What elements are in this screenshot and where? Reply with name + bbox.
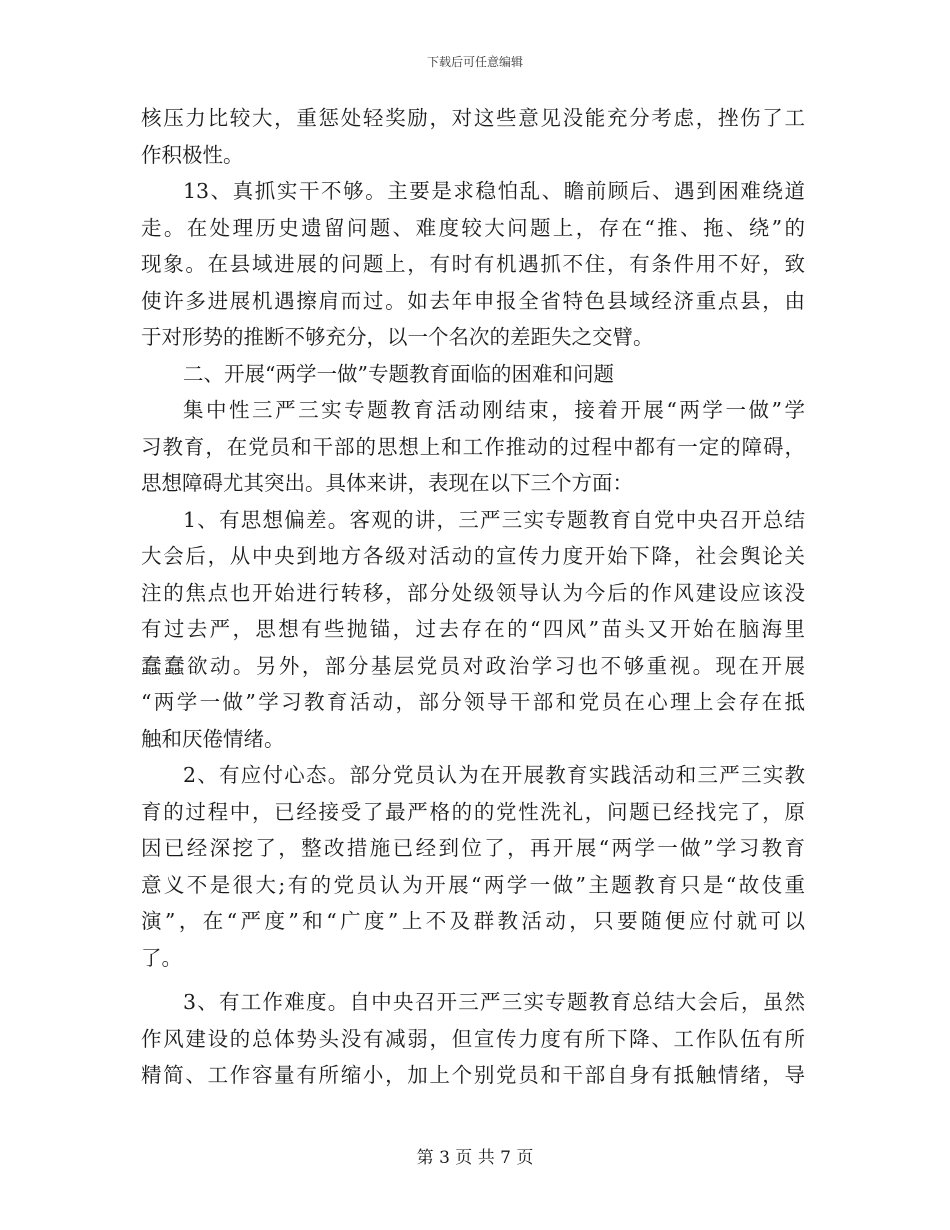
paragraph-line: 有过去严，思想有些抛锚，过去存在的“四风”苗头又开始在脑海里 <box>141 617 805 641</box>
paragraph-line: 走。在处理历史遗留问题、难度较大问题上，存在“推、拖、绕”的 <box>141 215 805 240</box>
paragraph-line: 因已经深挖了，整改措施已经到位了，再开展“两学一做”学习教育 <box>141 836 805 860</box>
paragraph-line: “两学一做”学习教育活动，部分领导干部和党员在心理上会存在抵 <box>141 690 805 714</box>
paragraph-line: 育的过程中，已经接受了最严格的的党性洗礼，问题已经找完了，原 <box>141 799 805 824</box>
paragraph-line: 3、有工作难度。自中央召开三严三实专题教育总结大会后，虽然 <box>183 990 805 1014</box>
paragraph-line: 意义不是很大;有的党员认为开展“两学一做”主题教育只是“故伎重 <box>141 872 805 897</box>
paragraph-line: 集中性三严三实专题教育活动刚结束，接着开展“两学一做”学 <box>183 398 805 422</box>
paragraph-line: 注的焦点也开始进行转移，部分处级领导认为今后的作风建设应该没 <box>141 580 805 605</box>
paragraph-line: 使许多进展机遇擦肩而过。如去年申报全省特色县域经济重点县，由 <box>141 288 805 313</box>
paragraph-line: 1、有思想偏差。客观的讲，三严三实专题教育自党中央召开总结 <box>183 507 805 532</box>
page-header: 下载后可任意编辑 <box>426 55 523 69</box>
paragraph-line: 触和厌倦情绪。 <box>141 726 285 751</box>
paragraph-line: 了。 <box>141 945 182 970</box>
page-number-footer: 第 3 页 共 7 页 <box>416 1148 534 1168</box>
paragraph-gap <box>141 976 805 984</box>
paragraph-line: 精简、工作容量有所缩小，加上个别党员和干部自身有抵触情绪，导 <box>141 1063 805 1087</box>
paragraph-line: 13、真抓实干不够。主要是求稳怕乱、瞻前顾后、遇到困难绕道 <box>183 179 805 203</box>
paragraph-line: 于对形势的推断不够充分，以一个名次的差距失之交臂。 <box>141 325 654 349</box>
paragraph-line: 蠢蠢欲动。另外，部分基层党员对政治学习也不够重视。现在开展 <box>141 653 805 678</box>
paragraph-line: 演”，在“严度”和“广度”上不及群教活动，只要随便应付就可以 <box>141 909 805 933</box>
paragraph-line: 2、有应付心态。部分党员认为在开展教育实践活动和三严三实教 <box>183 763 805 787</box>
paragraph-line: 大会后，从中央到地方各级对活动的宣传力度开始下降，社会舆论关 <box>141 544 805 568</box>
document-body <box>141 100 805 1094</box>
paragraph-line: 思想障碍尤其突出。具体来讲，表现在以下三个方面： <box>141 471 633 495</box>
paragraph-line: 习教育，在党员和干部的思想上和工作推动的过程中都有一定的障碍， <box>141 434 805 459</box>
paragraph-line: 核压力比较大，重惩处轻奖励，对这些意见没能充分考虑，挫伤了工 <box>141 106 805 130</box>
paragraph-line: 作风建设的总体势头没有减弱，但宣传力度有所下降、工作队伍有所 <box>141 1026 805 1051</box>
section-heading: 二、开展“两学一做”专题教育面临的困难和问题 <box>183 361 614 386</box>
paragraph-line: 作积极性。 <box>141 142 244 167</box>
paragraph-line: 现象。在县域进展的问题上，有时有机遇抓不住，有条件用不好，致 <box>141 252 805 276</box>
